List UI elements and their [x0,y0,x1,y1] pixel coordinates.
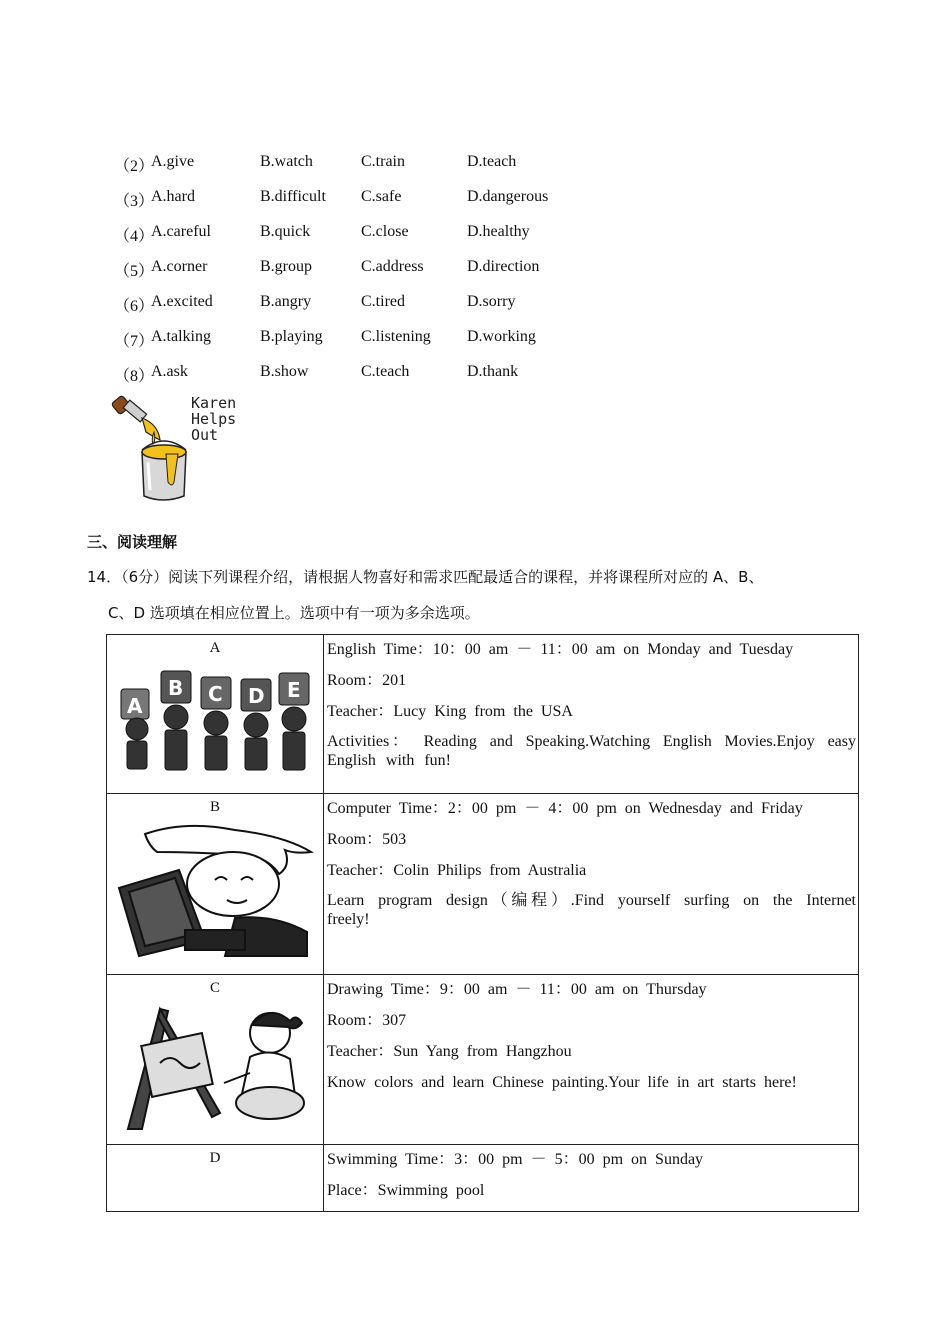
course-teacher: Teacher：Colin Philips from Australia [327,862,587,879]
course-description: Know colors and learn Chinese painting.Your life in art starts here! [327,1074,797,1091]
option-d: D.sorry [467,293,516,310]
option-row [114,153,614,175]
block-letter: A [127,694,143,718]
option-a-text: A.corner [151,258,208,275]
course-place: Place：Swimming pool [327,1182,485,1199]
option-row [114,258,614,280]
option-num: （6） [114,298,155,315]
course-room: Room：307 [327,1012,407,1029]
table-row [107,1145,859,1212]
option-a-text: A.ask [151,363,188,380]
option-d: D.thank [467,363,519,380]
option-a: （2） [114,158,155,175]
option-c: C.address [361,258,424,275]
option-num: （8） [114,368,155,385]
block-letter: E [287,678,301,702]
option-b: B.show [260,363,309,380]
logo-word-karen: Karen [191,394,237,412]
option-a-text: A.give [151,153,195,170]
course-room: Room：201 [327,672,407,689]
block-letter: C [208,682,223,706]
option-a-text: A.hard [151,188,195,205]
course-letter: A [209,640,221,656]
option-a-text: A.careful [151,223,211,240]
option-c: C.teach [361,363,410,380]
option-b: B.playing [260,328,323,345]
option-row [114,363,614,385]
course-table [106,634,859,1212]
paint-can-icon [142,441,186,500]
block-letter: D [248,684,265,708]
question-14-prompt-cont: C、D 选项填在相应位置上。选项中有一项为多余选项。 [108,604,480,622]
block-letter: B [168,676,184,700]
option-num: （5） [114,263,155,280]
option-num: （3） [114,193,155,210]
course-time: Swimming Time：3：00 pm － 5：00 pm on Sunday [327,1151,704,1168]
option-c: C.close [361,223,409,240]
option-d: D.working [467,328,536,345]
course-teacher: Teacher：Lucy King from the USA [327,703,573,720]
course-letter: C [209,980,220,996]
option-row [114,293,614,315]
option-row [114,328,614,350]
option-c: C.listening [361,328,431,345]
option-b: B.group [260,258,312,275]
section-title: 三、阅读理解 [87,533,178,551]
girl-painting-image [120,1003,310,1133]
option-d: D.teach [467,153,517,170]
course-time: Drawing Time：9：00 am － 11：00 am on Thursday [327,981,707,998]
option-a-text: A.talking [151,328,211,345]
option-num: （7） [114,333,155,350]
table-row [107,635,859,794]
course-description: Learn program design（编程）.Find yourself surfing on the Internet freely! [327,892,856,928]
option-d: D.dangerous [467,188,549,205]
option-b: B.angry [260,293,312,310]
course-description: Activities： Reading and Speaking.Watching English Movies.Enjoy easy English with fun! [327,733,856,769]
question-14-prompt: 14．（6分）阅读下列课程介绍，请根据人物喜好和需求匹配最适合的课程，并将课程所对应的 A、B、 [87,568,764,586]
course-time: English Time：10：00 am － 11：00 am on Monday and Tuesday [327,641,794,658]
table-row [107,794,859,975]
option-d: D.direction [467,258,540,275]
course-info-cell [324,794,859,975]
course-image-cell [107,635,324,794]
course-info-cell [324,1145,859,1212]
course-letter: B [209,799,220,815]
option-row [114,188,614,210]
table-row [107,975,859,1145]
kids-alphabet-image [115,663,315,775]
option-a-text: A.excited [151,293,213,310]
option-c: C.train [361,153,405,170]
option-c: C.safe [361,188,402,205]
course-teacher: Teacher：Sun Yang from Hangzhou [327,1043,572,1060]
course-room: Room：503 [327,831,407,848]
logo-word-out: Out [191,426,219,444]
option-b: B.difficult [260,188,326,205]
logo-word-helps: Helps [191,410,237,428]
option-b: B.watch [260,153,313,170]
karen-helps-out-logo [108,392,248,504]
paint-brush-icon [111,395,160,444]
course-letter: D [209,1150,221,1166]
course-info-cell [324,635,859,794]
option-d: D.healthy [467,223,530,240]
course-image-cell [107,975,324,1145]
option-row [114,223,614,245]
course-info-cell [324,975,859,1145]
course-image-cell [107,1145,324,1212]
course-image-cell [107,794,324,975]
boy-computer-image [115,822,315,962]
option-b: B.quick [260,223,311,240]
option-num: （4） [114,228,155,245]
course-time: Computer Time：2：00 pm － 4：00 pm on Wednesday and Friday [327,800,803,817]
option-c: C.tired [361,293,405,310]
